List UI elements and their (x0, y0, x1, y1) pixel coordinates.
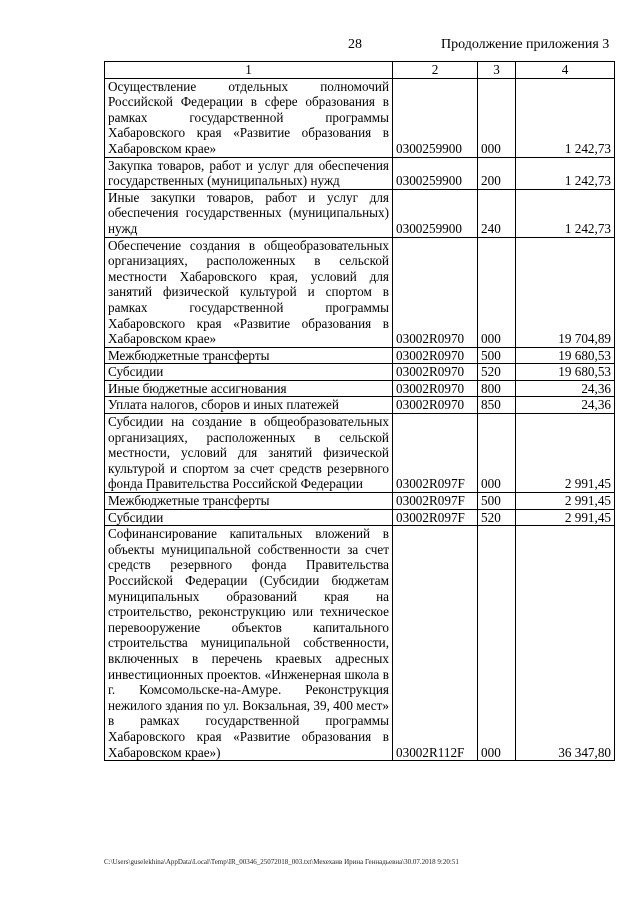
row-type: 000 (478, 78, 516, 157)
row-amount: 1 242,73 (516, 189, 615, 237)
row-name: Осуществление отдельных полномочий Российской Федерации в сфере образования в рамках государственной программы Хабаровского края «Развитие образования в Хабаровском крае» (105, 78, 393, 157)
row-name: Иные бюджетные ассигнования (105, 380, 393, 397)
row-code: 03002R0970 (393, 397, 478, 414)
row-code: 0300259900 (393, 157, 478, 189)
row-code: 03002R0970 (393, 347, 478, 364)
row-name: Уплата налогов, сборов и иных платежей (105, 397, 393, 414)
table-row (105, 78, 615, 157)
row-amount: 2 991,45 (516, 509, 615, 526)
row-name: Обеспечение создания в общеобразовательных организациях, расположенных в сельской местности Хабаровского края, условий для занятий физической культурой и спортом в рамках государственной программы Хабаровского края «Развитие образования в Хабаровском крае» (105, 237, 393, 347)
page-number: 28 (348, 37, 362, 52)
row-type: 850 (478, 397, 516, 414)
column-number-row (105, 62, 615, 79)
row-code: 03002R097F (393, 509, 478, 526)
table-row (105, 414, 615, 493)
column-number: 4 (516, 62, 615, 79)
row-amount: 24,36 (516, 380, 615, 397)
row-name: Субсидии (105, 509, 393, 526)
row-type: 500 (478, 493, 516, 510)
row-type: 000 (478, 237, 516, 347)
row-type: 240 (478, 189, 516, 237)
table-row (105, 237, 615, 347)
row-code: 03002R0970 (393, 237, 478, 347)
row-type: 520 (478, 509, 516, 526)
table-row (105, 526, 615, 761)
row-name: Софинансирование капитальных вложений в объекты муниципальной собственности за счет средств резервного фонда Правительства Российской Федерации (Субсидии бюджетам муниципальных образований края на строительство, реконструкцию или техническое перевооружение объектов капитального строительства муниципальной собственности, включенных в перечень краевых адресных инвестиционных проектов. «Инженерная школа в г. Комсомольске-на-Амуре. Реконструкция нежилого здания по ул. Вокзальная, 39, 400 мест» в рамках государственной программы Хабаровского края «Развитие образования в Хабаровском крае») (105, 526, 393, 761)
row-code: 03002R097F (393, 493, 478, 510)
row-code: 03002R0970 (393, 380, 478, 397)
column-number: 1 (105, 62, 393, 79)
table-row (105, 364, 615, 381)
continuation-label: Продолжение приложения 3 (441, 37, 610, 52)
row-code: 0300259900 (393, 78, 478, 157)
row-type: 520 (478, 364, 516, 381)
table-row (105, 397, 615, 414)
file-path-footer: C:\Users\guselekhina\AppData\Local\Temp\IR_00346_25072018_003.txt\Мехеханв Ирина Геннадьевна\30.07.2018 9:20:51 (104, 858, 459, 866)
table-row (105, 189, 615, 237)
row-name: Субсидии на создание в общеобразовательных организациях, расположенных в сельской местности, условий для занятий физической культурой и спортом за счет средств резервного фонда Правительства Российской Федерации (105, 414, 393, 493)
row-amount: 19 680,53 (516, 347, 615, 364)
budget-table (104, 61, 615, 761)
row-type: 500 (478, 347, 516, 364)
row-type: 000 (478, 526, 516, 761)
row-amount: 19 704,89 (516, 237, 615, 347)
table-row (105, 493, 615, 510)
row-name: Закупка товаров, работ и услуг для обеспечения государственных (муниципальных) нужд (105, 157, 393, 189)
column-number: 3 (478, 62, 516, 79)
row-name: Межбюджетные трансферты (105, 493, 393, 510)
column-number: 2 (393, 62, 478, 79)
row-code: 03002R112F (393, 526, 478, 761)
row-name: Субсидии (105, 364, 393, 381)
row-code: 0300259900 (393, 189, 478, 237)
table-row (105, 380, 615, 397)
row-name: Иные закупки товаров, работ и услуг для обеспечения государственных (муниципальных) нужд (105, 189, 393, 237)
row-amount: 24,36 (516, 397, 615, 414)
table-row (105, 509, 615, 526)
row-type: 800 (478, 380, 516, 397)
table-row (105, 157, 615, 189)
row-name: Межбюджетные трансферты (105, 347, 393, 364)
table-row (105, 347, 615, 364)
row-amount: 36 347,80 (516, 526, 615, 761)
row-type: 200 (478, 157, 516, 189)
row-amount: 2 991,45 (516, 493, 615, 510)
row-amount: 1 242,73 (516, 157, 615, 189)
row-amount: 2 991,45 (516, 414, 615, 493)
row-code: 03002R0970 (393, 364, 478, 381)
row-code: 03002R097F (393, 414, 478, 493)
row-type: 000 (478, 414, 516, 493)
row-amount: 1 242,73 (516, 78, 615, 157)
row-amount: 19 680,53 (516, 364, 615, 381)
